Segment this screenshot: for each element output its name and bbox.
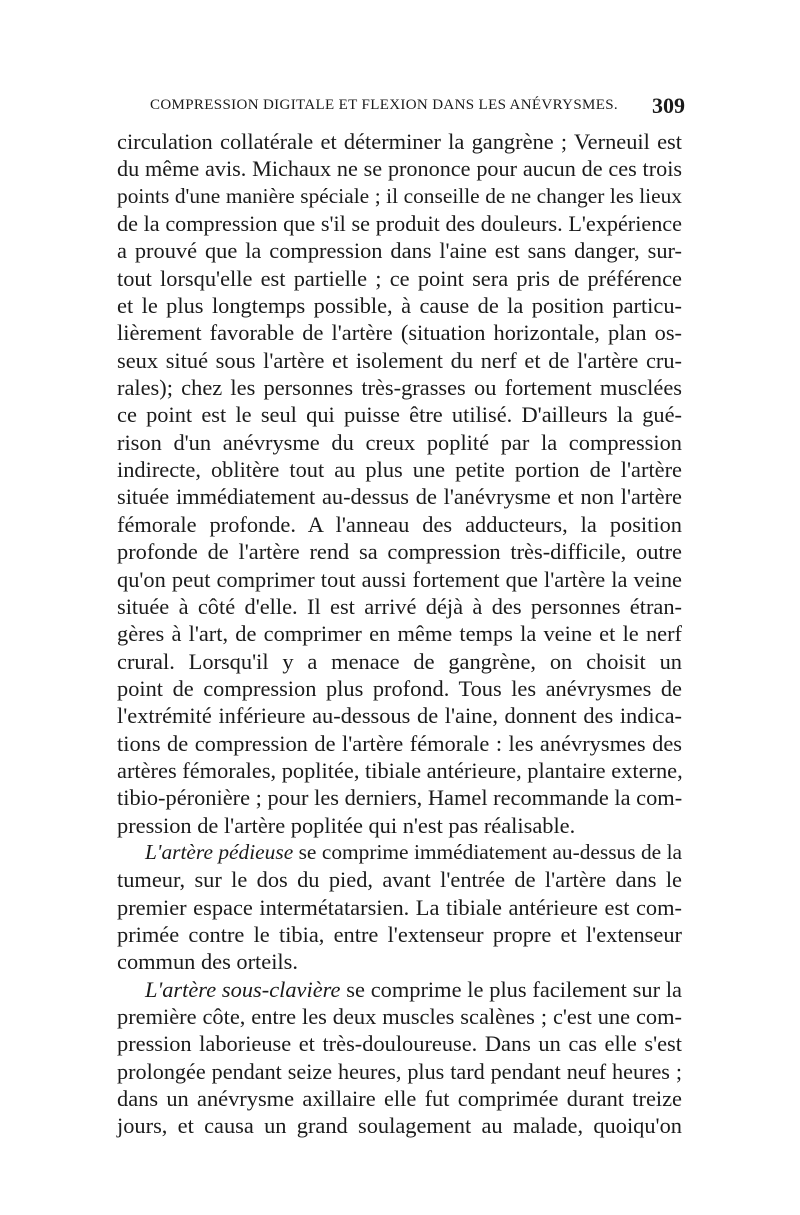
text-line: pression de l'artère poplitée qui n'est pas réalisable. [117, 812, 576, 838]
text-line: et le plus longtemps possible, à cause de la position particu- [117, 293, 682, 319]
paragraph [117, 128, 682, 839]
text-line: indirecte, oblitère tout au plus une petite portion de l'artère [117, 457, 682, 483]
running-header [150, 93, 690, 123]
running-title: COMPRESSION DIGITALE ET FLEXION DANS LES ANÉVRYSMES. [150, 97, 619, 113]
text-line: rison d'un anévrysme du creux poplité par la compression [117, 429, 682, 455]
text-line: de la compression que s'il se produit des douleurs. L'expérience [117, 211, 682, 237]
text-line: crural. Lorsqu'il y a menace de gangrène, on choisit un [117, 648, 682, 674]
text-line: seux situé sous l'artère et isolement du nerf et de l'artère cru- [117, 347, 682, 373]
text-line: prolongée pendant seize heures, plus tard pendant neuf heures ; [117, 1058, 682, 1084]
text-line: pression laborieuse et très-douloureuse. Dans un cas elle s'est [117, 1031, 682, 1057]
text-line: points d'une manière spéciale ; il conseille de ne changer les lieux [117, 183, 682, 208]
text-line: dans un anévrysme axillaire elle fut comprimée durant treize [117, 1086, 682, 1112]
text-line: tibio-péronière ; pour les derniers, Hamel recommande la com- [117, 785, 683, 811]
text-line: tout lorsqu'elle est partielle ; ce point sera pris de préférence [117, 265, 682, 291]
text-line: tumeur, sur le dos du pied, avant l'entrée de l'artère dans le [117, 867, 682, 893]
text-line: ce point est le seul qui puisse être utilisé. D'ailleurs la gué- [117, 402, 682, 428]
page-body [117, 128, 682, 1140]
text-line: primée contre le tibia, entre l'extenseur propre et l'extenseur [117, 921, 682, 947]
text-line [117, 839, 682, 866]
italic-lead: L'artère sous-clavière [145, 976, 341, 1002]
text-line [117, 976, 682, 1003]
text-line: a prouvé que la compression dans l'aine est sans danger, sur- [117, 238, 682, 264]
text-line: point de compression plus profond. Tous les anévrysmes de [117, 675, 682, 701]
page-number: 309 [652, 93, 685, 118]
text-line: première côte, entre les deux muscles scalènes ; c'est une com- [117, 1004, 682, 1029]
line-text: se comprime le plus facilement sur la [340, 976, 682, 1002]
text-line: fémorale profonde. A l'anneau des adducteurs, la position [117, 511, 682, 537]
text-line: premier espace intermétatarsien. La tibiale antérieure est com- [117, 894, 682, 920]
text-line: gères à l'art, de comprimer en même temps la veine et le nerf [117, 621, 682, 647]
text-line: jours, et causa un grand soulagement au malade, quoiqu'on [117, 1113, 682, 1139]
text-line: lièrement favorable de l'artère (situation horizontale, plan os- [117, 320, 682, 346]
text-line: située à côté d'elle. Il est arrivé déjà à des personnes étran- [117, 593, 682, 619]
text-line: l'extrémité inférieure au-dessous de l'aine, donnent des indica- [117, 703, 682, 729]
line-text: se comprime immédiatement au-dessus de la [293, 839, 683, 864]
italic-lead: L'artère pédieuse [145, 839, 294, 864]
paragraph [117, 839, 682, 976]
text-line: commun des orteils. [117, 949, 298, 975]
text-line: artères fémorales, poplitée, tibiale antérieure, plantaire externe, [117, 757, 683, 783]
paragraph [117, 976, 682, 1140]
text-line: tions de compression de l'artère fémorale : les anévrysmes des [117, 730, 682, 756]
text-line: du même avis. Michaux ne se prononce pour aucun de ces trois [117, 156, 682, 182]
text-line: rales); chez les personnes très-grasses ou fortement musclées [117, 375, 682, 401]
text-line: circulation collatérale et déterminer la gangrène ; Verneuil est [117, 129, 682, 154]
text-line: profonde de l'artère rend sa compression très-difficile, outre [117, 539, 682, 565]
text-line: située immédiatement au-dessus de l'anévrysme et non l'artère [117, 484, 682, 510]
text-line: qu'on peut comprimer tout aussi fortement que l'artère la veine [117, 566, 682, 592]
